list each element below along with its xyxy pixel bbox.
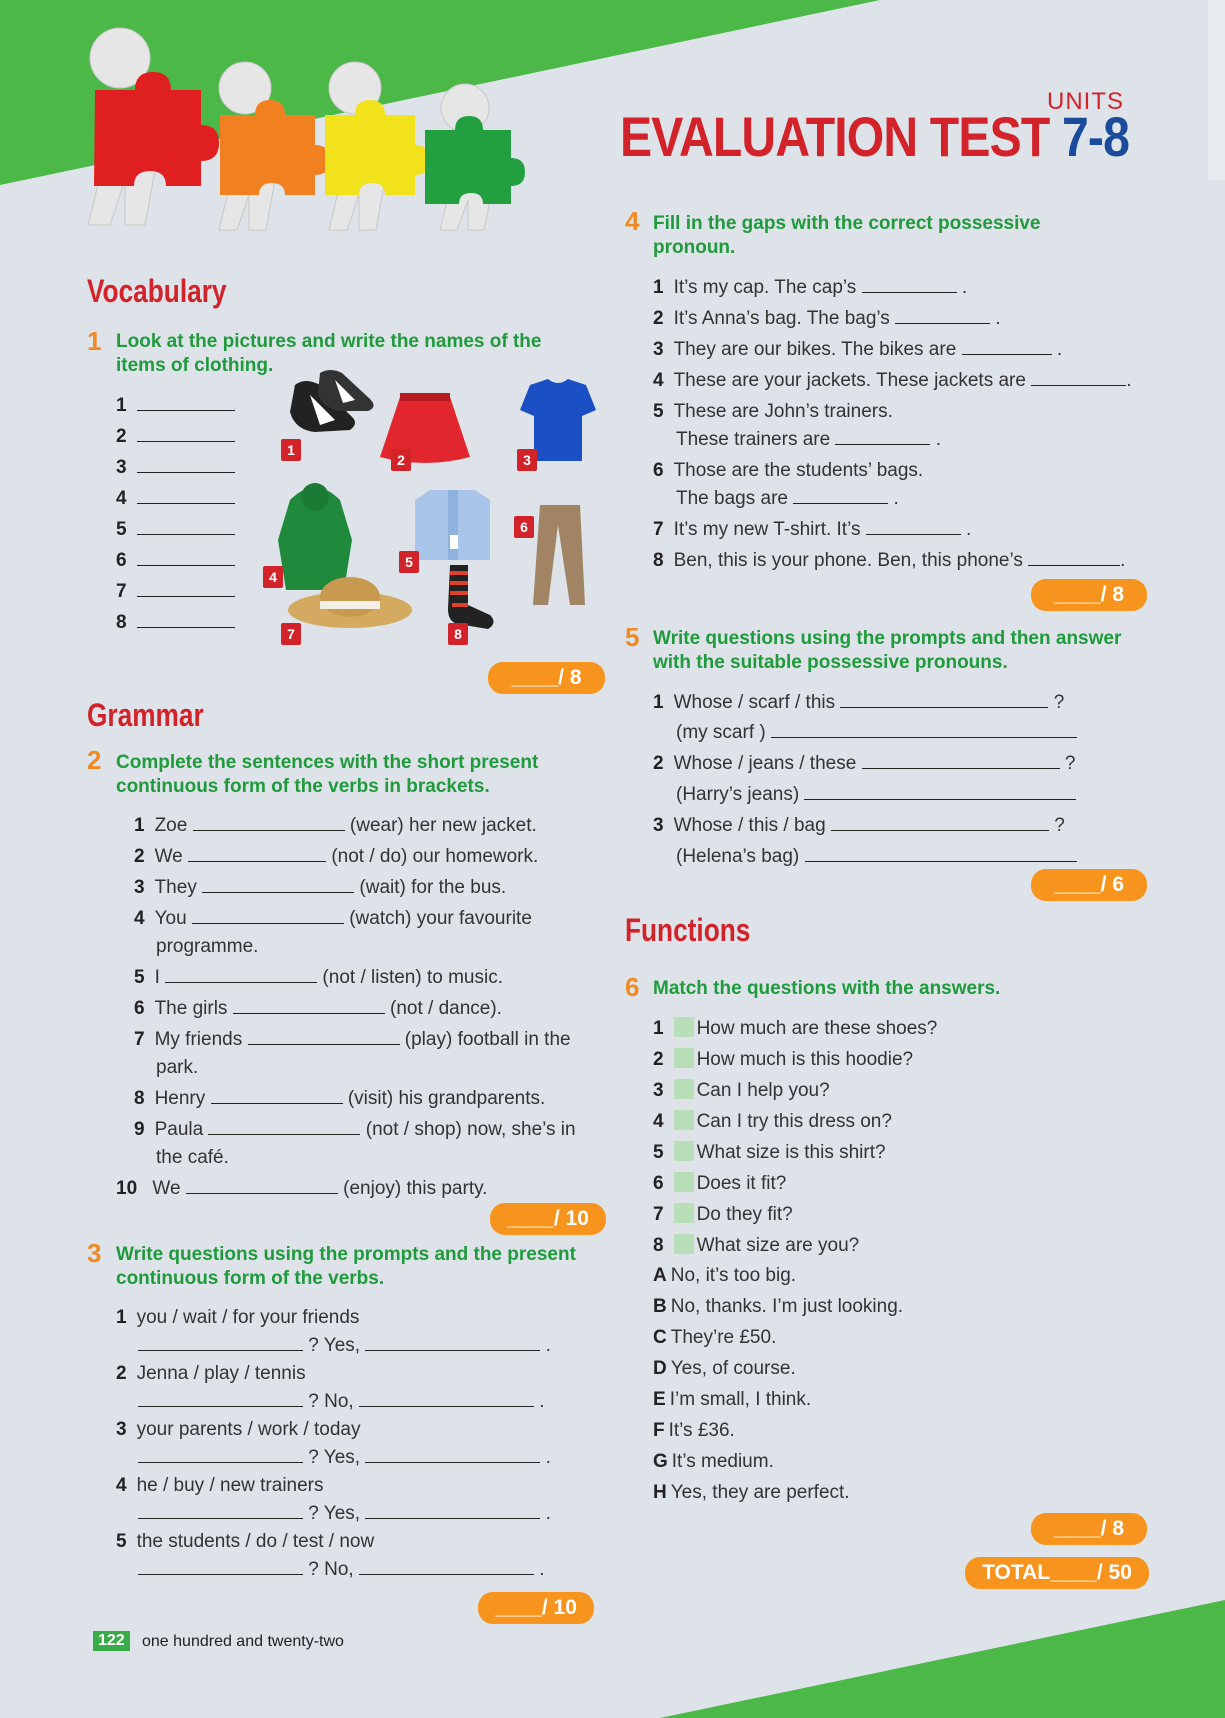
answer-blank[interactable] <box>962 339 1052 355</box>
sentence-end: (visit) his grandparents. <box>347 1088 546 1109</box>
page-number: 122 <box>93 1631 130 1651</box>
sentence-start: They <box>154 877 197 898</box>
exercise-2-instruction: Complete the sentences with the short present continuous form of the verbs in brackets. <box>116 752 539 797</box>
match-answer <box>653 1358 796 1380</box>
sentence-start: Paula <box>154 1119 204 1140</box>
item-number: 9 <box>134 1119 145 1140</box>
sentence-item <box>134 1088 545 1110</box>
match-question <box>653 1172 786 1195</box>
hoodie-icon <box>278 483 352 590</box>
answer-blank[interactable] <box>186 1178 338 1194</box>
shoes-icon <box>290 370 374 432</box>
picture-tag: 5 <box>399 551 419 573</box>
answer-blank[interactable] <box>862 277 957 293</box>
question-blank[interactable] <box>138 1335 303 1351</box>
item-number: 2 <box>116 426 127 447</box>
page-title <box>620 104 1129 169</box>
match-answer <box>653 1327 776 1349</box>
item-number: 4 <box>134 908 145 929</box>
exercise-3-number: 3 <box>87 1238 102 1268</box>
answer-blank[interactable] <box>192 908 344 924</box>
picture-tag: 4 <box>263 566 283 588</box>
sentence-continuation <box>676 429 941 451</box>
section-heading-grammar: Grammar <box>87 697 204 733</box>
exercise-5-instruction: Write questions using the prompts and then answer with the suitable possessive pronouns. <box>653 628 1122 673</box>
answer-box[interactable] <box>674 1048 694 1068</box>
item-number: 3 <box>116 457 127 478</box>
item-number: 6 <box>653 1173 664 1194</box>
question-mark: ? <box>1054 815 1065 836</box>
answer-letter: A <box>653 1265 667 1286</box>
match-question <box>653 1110 892 1133</box>
answer-blank[interactable] <box>188 846 326 862</box>
hint-text: (Harry’s jeans) <box>676 784 800 805</box>
item-number: 5 <box>653 1142 664 1163</box>
answer-text: No, thanks. I’m just looking. <box>670 1296 904 1317</box>
clothing-pictures <box>250 365 600 655</box>
answer-box[interactable] <box>674 1110 694 1130</box>
prompt-text: you / wait / for your friends <box>136 1307 360 1328</box>
question-text: How much are these shoes? <box>696 1018 938 1039</box>
answer-blank[interactable] <box>137 457 235 473</box>
sentence-end: (wear) her new jacket. <box>349 815 537 836</box>
sentence-item <box>653 277 967 299</box>
question-blank[interactable] <box>138 1447 303 1463</box>
sentence-text: Those are the students’ bags. <box>673 460 924 481</box>
exercise-1-number: 1 <box>87 326 102 356</box>
answer-blank[interactable] <box>137 488 235 504</box>
question-text: Can I help you? <box>696 1080 830 1101</box>
answer-blank[interactable] <box>1031 370 1126 386</box>
match-question <box>653 1141 886 1164</box>
sentence-end: (watch) your favourite <box>349 908 532 929</box>
title-text: EVALUATION TEST <box>620 105 1050 168</box>
sentence-start: My friends <box>154 1029 243 1050</box>
sentence-continuation <box>676 488 899 510</box>
item-number: 4 <box>653 1111 664 1132</box>
item-number: 7 <box>134 1029 145 1050</box>
sentence-item <box>116 1178 487 1200</box>
answer-text: No, it’s too big. <box>670 1265 797 1286</box>
item-number: 2 <box>653 1049 664 1070</box>
sentence-end: (play) football in the <box>404 1029 571 1050</box>
shirt-icon <box>415 490 490 560</box>
trousers-icon <box>533 505 585 605</box>
answer-blank[interactable] <box>202 877 354 893</box>
answer-blank[interactable] <box>804 784 1076 800</box>
sentence-start: The girls <box>154 998 228 1019</box>
answer-line: ? No, . <box>138 1559 545 1581</box>
sentence-item <box>134 815 537 837</box>
prompt-text: the students / do / test / now <box>136 1531 375 1552</box>
sentence-end: . <box>995 308 1001 329</box>
answer-text: It’s £36. <box>668 1420 735 1441</box>
answer-letter: F <box>653 1420 665 1441</box>
sentence-end: (not / shop) now, she’s in <box>365 1119 576 1140</box>
answer-blank[interactable] <box>835 429 930 445</box>
picture-tag: 1 <box>281 439 301 461</box>
sentence-continuation: park. <box>156 1057 199 1078</box>
item-number: 4 <box>116 488 127 509</box>
sentence-text: These trainers are <box>676 429 831 450</box>
exercise-6-score: ____/ 8 <box>1031 1513 1147 1545</box>
answer-blank[interactable] <box>137 395 235 411</box>
sentence-continuation: the café. <box>156 1147 229 1168</box>
question-blank[interactable] <box>138 1391 303 1407</box>
item-number: 3 <box>653 815 664 836</box>
prompt-text: Whose / this / bag <box>673 815 826 836</box>
item-number: 7 <box>653 519 664 540</box>
answer-blank[interactable] <box>805 846 1077 862</box>
answer-line: ? No, . <box>138 1391 545 1413</box>
socks-icon <box>448 565 494 629</box>
answer-blank[interactable] <box>248 1029 400 1045</box>
answer-blank[interactable] <box>137 581 235 597</box>
match-question <box>653 1203 793 1226</box>
exercise-6-instruction: Match the questions with the answers. <box>653 978 1001 999</box>
question-text: What size is this shirt? <box>696 1142 886 1163</box>
question-text: Does it fit? <box>696 1173 787 1194</box>
exercise-3-instruction: Write questions using the prompts and the present continuous form of the verbs. <box>116 1244 576 1289</box>
item-number: 1 <box>134 815 145 836</box>
question-prompt <box>116 1307 359 1329</box>
prompt-text: he / buy / new trainers <box>136 1475 324 1496</box>
item-number: 5 <box>653 401 664 422</box>
question-prompt <box>653 753 1075 775</box>
sentence-text: It’s Anna’s bag. The bag’s <box>673 308 890 329</box>
page-number-words: one hundred and twenty-two <box>142 1633 344 1650</box>
answer-line <box>676 722 1077 744</box>
item-number: 1 <box>653 692 664 713</box>
sentence-end: (not / dance). <box>390 998 502 1019</box>
item-number: 6 <box>653 460 664 481</box>
answer-lead: ? Yes, <box>308 1335 361 1356</box>
item-number: 2 <box>134 846 145 867</box>
picture-tag: 8 <box>448 623 468 645</box>
exercise-4-instruction: Fill in the gaps with the correct possessive pronoun. <box>653 213 1041 258</box>
answer-blank[interactable] <box>193 815 345 831</box>
item-number: 4 <box>653 370 664 391</box>
item-number: 3 <box>653 339 664 360</box>
sentence-item <box>653 339 1062 361</box>
item-number: 3 <box>653 1080 664 1101</box>
answer-text: They’re £50. <box>670 1327 777 1348</box>
sentence-text: Ben, this is your phone. Ben, this phone’s <box>673 550 1023 571</box>
answer-blank[interactable] <box>365 1503 540 1519</box>
sentence-start: I <box>154 967 160 988</box>
sentence-end: (wait) for the bus. <box>359 877 507 898</box>
item-number: 8 <box>653 550 664 571</box>
match-answer <box>653 1482 850 1504</box>
answer-text: I’m small, I think. <box>669 1389 812 1410</box>
answer-text: Yes, they are perfect. <box>670 1482 850 1503</box>
sentence-start: You <box>154 908 187 929</box>
item-number: 8 <box>134 1088 145 1109</box>
answer-box[interactable] <box>674 1017 694 1037</box>
sentence-end: . <box>1056 339 1063 360</box>
sentence-end: . <box>966 519 972 540</box>
sentence-end: . <box>1120 550 1126 571</box>
sentence-text: It’s my cap. The cap’s <box>673 277 857 298</box>
item-number: 3 <box>134 877 145 898</box>
title-unit-numbers: 7-8 <box>1061 105 1130 168</box>
sentence-end: . <box>961 277 968 298</box>
match-answer <box>653 1451 774 1473</box>
sentence-start: Zoe <box>154 815 188 836</box>
question-blank[interactable] <box>831 815 1049 831</box>
answer-blank[interactable] <box>208 1119 360 1135</box>
item-number: 2 <box>653 753 664 774</box>
sentence-text: They are our bikes. The bikes are <box>673 339 957 360</box>
answer-blank[interactable] <box>137 550 235 566</box>
sentence-item <box>134 877 506 899</box>
answer-letter: G <box>653 1451 668 1472</box>
prompt-text: Jenna / play / tennis <box>136 1363 306 1384</box>
answer-box[interactable] <box>674 1079 694 1099</box>
answer-letter: H <box>653 1482 667 1503</box>
sentence-end: . <box>1126 370 1132 391</box>
sentence-item <box>134 1029 571 1051</box>
item-number: 5 <box>116 1531 127 1552</box>
hint-text: (my scarf ) <box>676 722 766 743</box>
exercise-4-score: ____/ 8 <box>1031 579 1147 611</box>
units-label: UNITS <box>1047 88 1124 115</box>
answer-blank[interactable] <box>233 998 385 1014</box>
exercise-5-score: ____/ 6 <box>1031 869 1147 901</box>
item-number: 1 <box>116 395 127 416</box>
answer-blank[interactable] <box>359 1559 534 1575</box>
question-blank[interactable] <box>862 753 1060 769</box>
bottom-green-band <box>660 1600 1225 1718</box>
item-number: 7 <box>653 1204 664 1225</box>
answer-blank[interactable] <box>365 1447 540 1463</box>
answer-blank[interactable] <box>211 1088 343 1104</box>
answer-line: ? Yes, . <box>138 1503 551 1525</box>
question-prompt <box>116 1475 324 1497</box>
picture-tag: 3 <box>517 449 537 471</box>
answer-box[interactable] <box>674 1172 694 1192</box>
exercise-6-number: 6 <box>625 972 640 1002</box>
sentence-end: (enjoy) this party. <box>343 1178 488 1199</box>
answer-letter: E <box>653 1389 666 1410</box>
answer-lead: ? No, <box>308 1559 354 1580</box>
match-question <box>653 1048 913 1071</box>
sentence-continuation: programme. <box>156 936 259 957</box>
sentence-item <box>653 308 1001 330</box>
exercise-1-instruction: Look at the pictures and write the names of the items of clothing. <box>116 331 542 376</box>
picture-tag: 2 <box>391 449 411 471</box>
sentence-item <box>134 967 503 989</box>
sentence-end: . <box>935 429 942 450</box>
item-number: 5 <box>134 967 145 988</box>
sentence-text: These are John’s trainers. <box>673 401 893 422</box>
section-heading-vocabulary: Vocabulary <box>87 273 227 309</box>
question-text: Can I try this dress on? <box>696 1111 892 1132</box>
match-answer <box>653 1296 903 1318</box>
sentence-start: Henry <box>154 1088 206 1109</box>
answer-blank[interactable] <box>359 1391 534 1407</box>
question-mark: ? <box>1064 753 1076 774</box>
answer-blank[interactable] <box>137 519 235 535</box>
sentence-item <box>653 401 893 423</box>
match-answer <box>653 1389 811 1411</box>
item-number: 3 <box>116 1419 127 1440</box>
question-prompt <box>653 815 1065 837</box>
question-prompt <box>653 692 1064 714</box>
sentence-item <box>134 908 532 930</box>
question-mark: ? <box>1053 692 1065 713</box>
sentence-item <box>653 370 1132 392</box>
sentence-item <box>653 519 971 541</box>
prompt-text: your parents / work / today <box>136 1419 361 1440</box>
answer-letter: D <box>653 1358 667 1379</box>
answer-blank[interactable] <box>866 519 961 535</box>
match-question <box>653 1079 830 1102</box>
page-edge <box>1208 0 1225 180</box>
sentence-item <box>134 998 502 1020</box>
question-blank[interactable] <box>138 1559 303 1575</box>
match-answer <box>653 1420 735 1442</box>
sentence-end: . <box>893 488 899 509</box>
answer-box[interactable] <box>674 1141 694 1161</box>
item-number: 1 <box>653 277 664 298</box>
match-question <box>653 1017 937 1040</box>
item-number: 6 <box>134 998 145 1019</box>
picture-tag: 7 <box>281 623 301 645</box>
exercise-2-score: ____/ 10 <box>490 1203 606 1235</box>
sentence-start: We <box>152 1178 181 1199</box>
prompt-text: Whose / scarf / this <box>673 692 836 713</box>
question-text: Do they fit? <box>696 1204 793 1225</box>
question-prompt <box>116 1363 306 1385</box>
item-number: 4 <box>116 1475 127 1496</box>
sentence-item <box>653 550 1125 572</box>
sentence-text: It’s my new T-shirt. It’s <box>673 519 861 540</box>
answer-line <box>676 784 1076 806</box>
exercise-1-score: ____/ 8 <box>488 662 605 694</box>
sentence-start: We <box>154 846 183 867</box>
question-blank[interactable] <box>840 692 1048 708</box>
item-number: 8 <box>653 1235 664 1256</box>
answer-blank[interactable] <box>165 967 317 983</box>
sentence-item <box>134 846 538 868</box>
hint-text: (Helena’s bag) <box>676 846 800 867</box>
sentence-item <box>134 1119 576 1141</box>
answer-blank[interactable] <box>137 612 235 628</box>
prompt-text: Whose / jeans / these <box>673 753 857 774</box>
sentence-text: These are your jackets. These jackets are <box>673 370 1026 391</box>
question-text: How much is this hoodie? <box>696 1049 914 1070</box>
item-number: 5 <box>116 519 127 540</box>
answer-box[interactable] <box>674 1234 694 1254</box>
puzzle-figures-illustration <box>70 20 560 250</box>
total-score: TOTAL____/ 50 <box>965 1557 1149 1589</box>
item-number: 1 <box>116 1307 127 1328</box>
item-number: 2 <box>116 1363 127 1384</box>
answer-blank[interactable] <box>137 426 235 442</box>
answer-blank[interactable] <box>793 488 888 504</box>
answer-blank[interactable] <box>365 1335 540 1351</box>
exercise-4-number: 4 <box>625 206 640 236</box>
answer-lead: ? No, <box>308 1391 354 1412</box>
answer-letter: C <box>653 1327 667 1348</box>
answer-lead: ? Yes, <box>308 1503 361 1524</box>
answer-blank[interactable] <box>1028 550 1120 566</box>
answer-blank[interactable] <box>771 722 1077 738</box>
answer-line: ? Yes, . <box>138 1335 551 1357</box>
answer-text: Yes, of course. <box>670 1358 796 1379</box>
match-question <box>653 1234 859 1257</box>
answer-blank[interactable] <box>895 308 990 324</box>
answer-box[interactable] <box>674 1203 694 1223</box>
item-number: 10 <box>116 1178 138 1199</box>
sentence-end: (not / listen) to music. <box>322 967 503 988</box>
exercise-2-number: 2 <box>87 745 102 775</box>
section-heading-functions: Functions <box>625 912 751 948</box>
item-number: 6 <box>116 550 127 571</box>
sentence-text: The bags are <box>676 488 788 509</box>
answer-lead: ? Yes, <box>308 1447 361 1468</box>
answer-line: ? Yes, . <box>138 1447 551 1469</box>
sentence-end: (not / do) our homework. <box>331 846 539 867</box>
question-prompt <box>116 1531 374 1553</box>
question-blank[interactable] <box>138 1503 303 1519</box>
question-text: What size are you? <box>696 1235 860 1256</box>
item-number: 8 <box>116 612 127 633</box>
item-number: 2 <box>653 308 664 329</box>
item-number: 1 <box>653 1018 664 1039</box>
sentence-item <box>653 460 923 482</box>
exercise-5-number: 5 <box>625 622 640 652</box>
match-answer <box>653 1265 796 1287</box>
exercise-3-score: ____/ 10 <box>478 1592 594 1624</box>
answer-text: It’s medium. <box>671 1451 774 1472</box>
question-prompt <box>116 1419 360 1441</box>
picture-tag: 6 <box>514 516 534 538</box>
answer-line <box>676 846 1077 868</box>
answer-letter: B <box>653 1296 667 1317</box>
item-number: 7 <box>116 581 127 602</box>
